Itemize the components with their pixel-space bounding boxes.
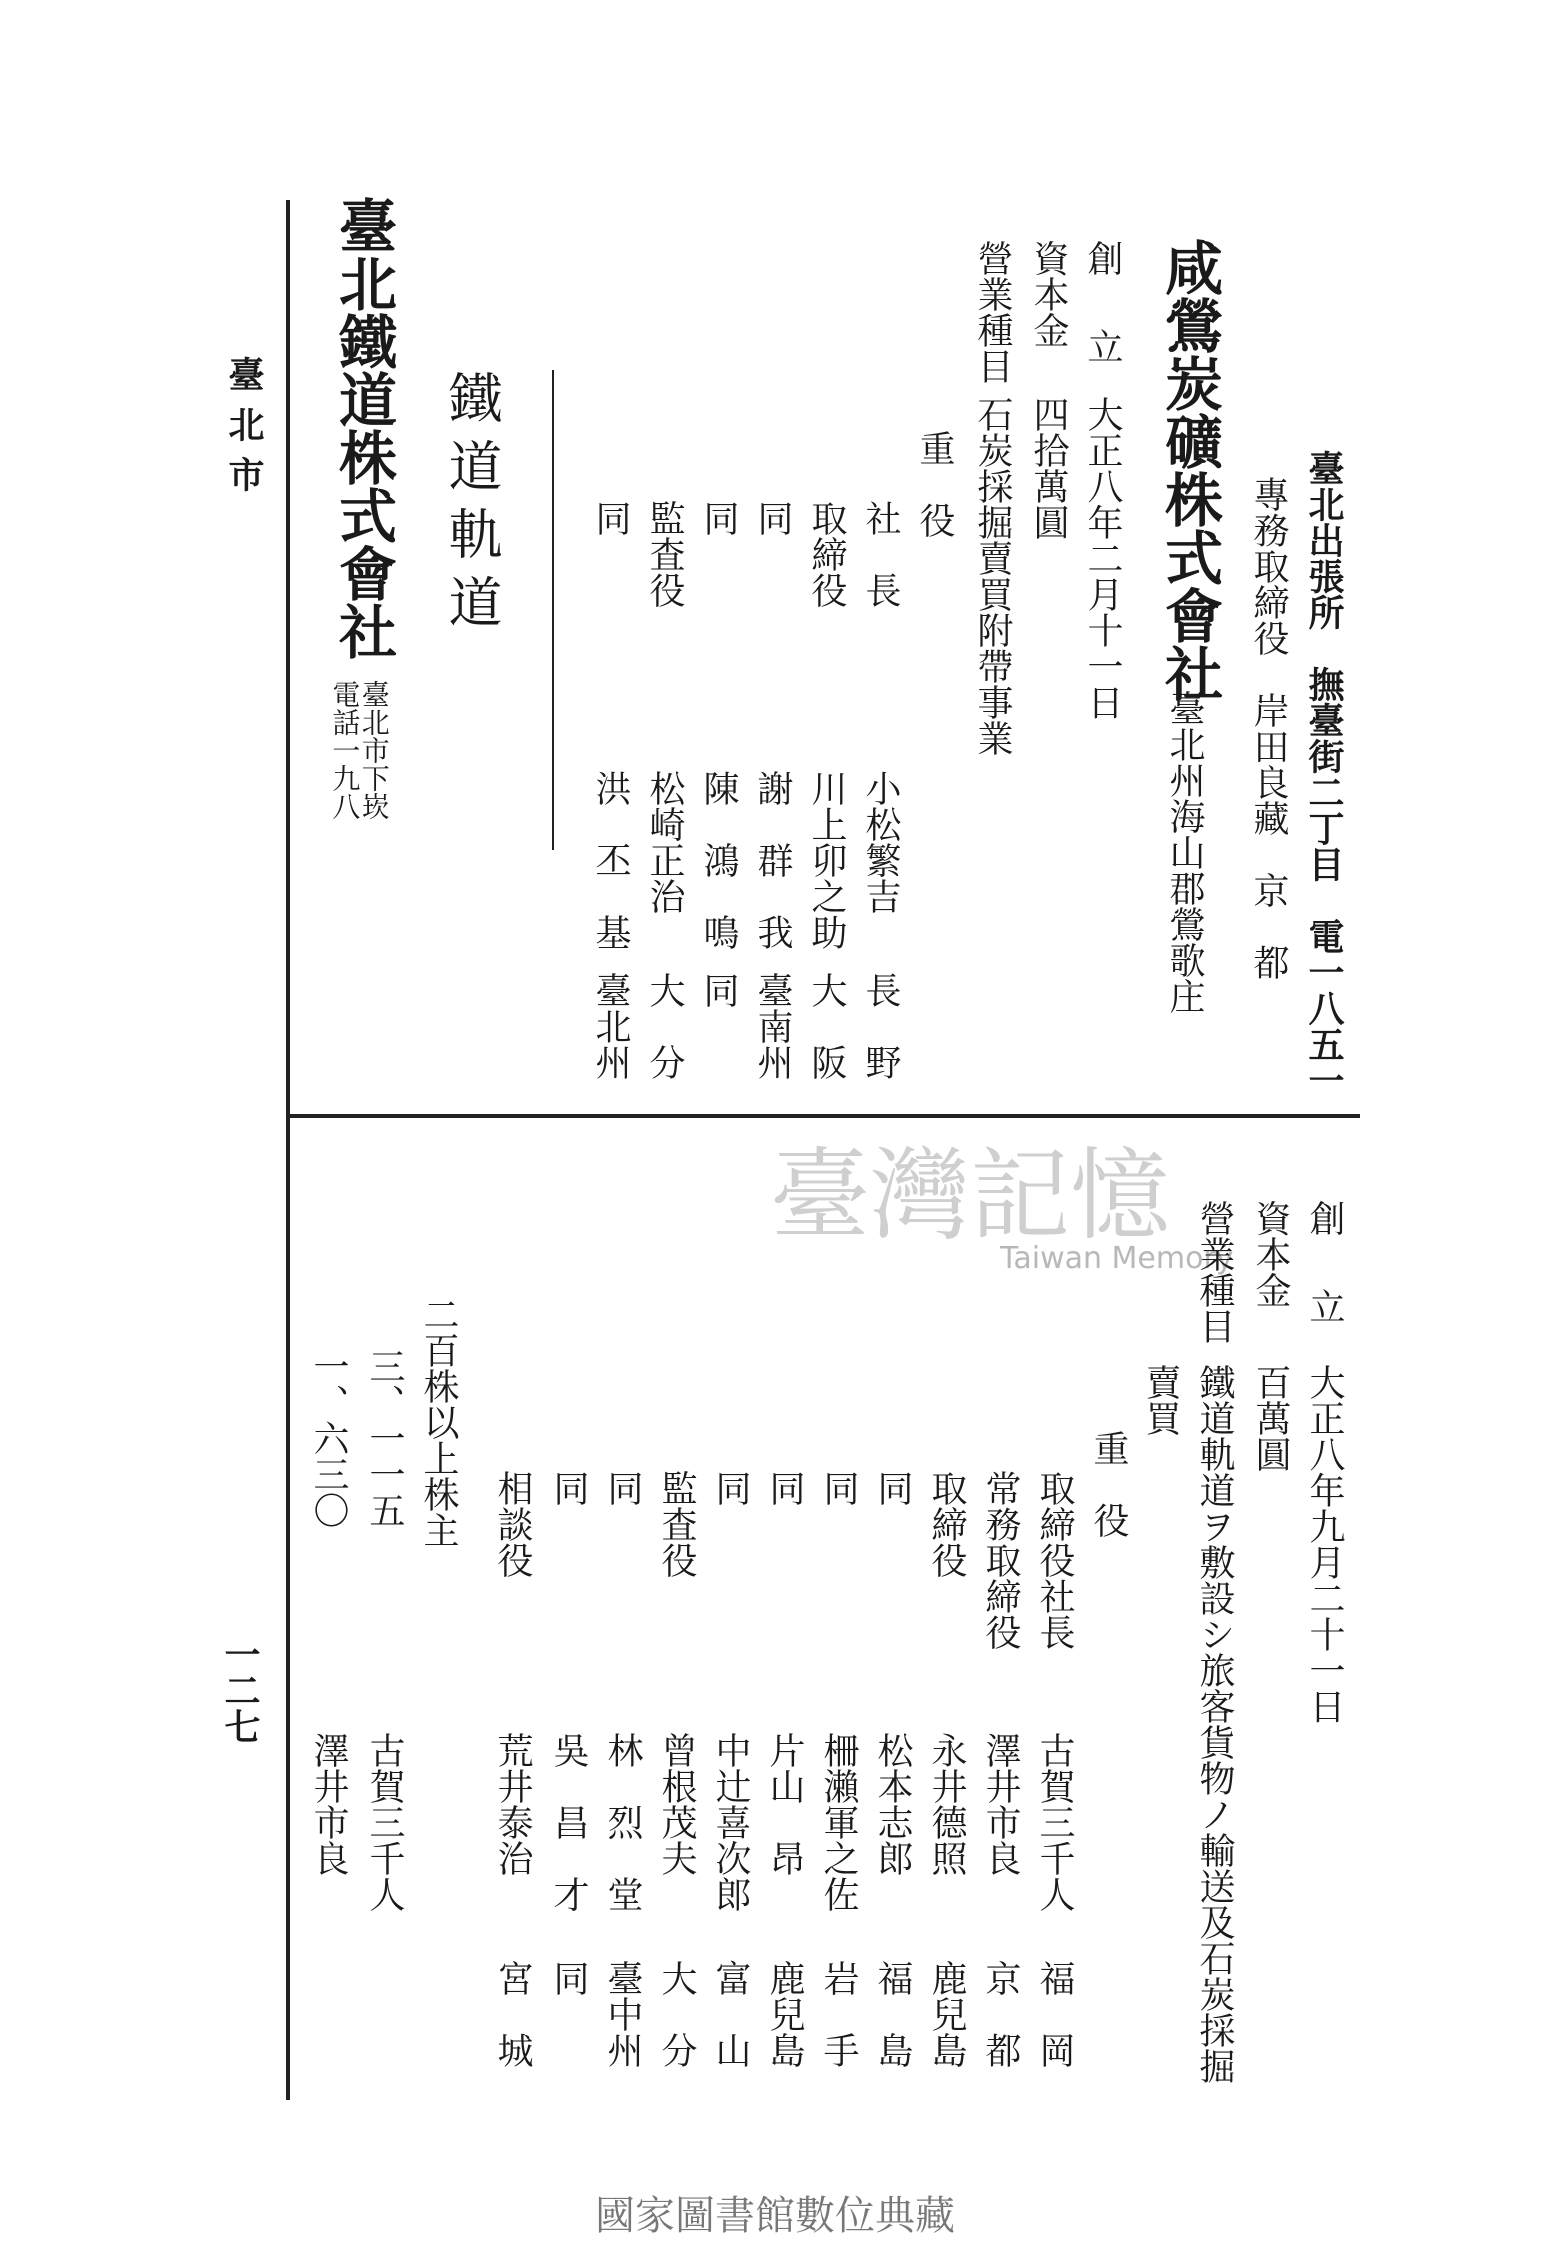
c2-officer-role: 取締役 (926, 1470, 967, 1578)
shareholder-name: 古賀三千人 (364, 1732, 405, 1912)
c1-officer-name: 陳 鴻 鳴 (698, 770, 739, 950)
section-side-rule (552, 370, 554, 850)
c1-officer-role: 取締役 (806, 500, 847, 608)
c2-officer-name: 吳 昌 才 (548, 1732, 589, 1912)
c2-officer-place: 富 山 (710, 1960, 751, 2068)
c2-officers-label: 重 役 (1088, 1430, 1129, 1538)
c1-business-label: 營業種目 (972, 240, 1013, 384)
c1-officer-name: 謝 群 我 (752, 770, 793, 950)
c2-capital-label: 資本金 (1250, 1200, 1291, 1308)
shareholder-shares: 一、六三〇 (308, 1348, 349, 1528)
c2-business-label: 營業種目 (1194, 1200, 1235, 1344)
c2-business-value: 鐵道軌道ヲ敷設シ旅客貨物ノ輸送及石炭採掘 (1194, 1364, 1235, 2084)
c2-officer-role: 同 (548, 1470, 589, 1506)
c1-officers-label: 重 役 (914, 430, 955, 538)
shareholders-label: 二百株以上株主 (418, 1296, 459, 1548)
c1-officer-role: 同 (698, 500, 739, 536)
horizontal-rule (290, 1114, 1360, 1118)
c2-officer-name: 片山 昂 (764, 1732, 805, 1876)
c2-officer-name: 林 烈 堂 (602, 1732, 643, 1912)
c2-officer-name: 澤井市良 (980, 1732, 1021, 1876)
c2-officer-name: 松本志郎 (872, 1732, 913, 1876)
company2-name: 臺北鐵道株式會社 (329, 196, 397, 660)
watermark-logo (770, 1130, 1250, 1280)
c1-officer-place: 臺南州 (752, 972, 793, 1080)
c2-officer-place: 同 (548, 1960, 589, 1996)
c1-capital-value: 四拾萬圓 (1028, 396, 1069, 540)
c1-officer-name: 松崎正治 (644, 770, 685, 914)
c2-business-value-cont: 賣買 (1140, 1364, 1181, 1436)
c2-officer-place: 宮 城 (492, 1960, 533, 2068)
c2-officer-name: 曾根茂夫 (656, 1732, 697, 1876)
c1-officer-place: 大 阪 (806, 972, 847, 1080)
c2-officer-place: 福 島 (872, 1960, 913, 2068)
running-head: 臺北市 (223, 356, 265, 506)
watermark-sub: Taiwan Memory (1000, 1241, 1234, 1276)
c2-officer-name: 柵瀨軍之佐 (818, 1732, 859, 1912)
company2-phone: 電話一九八 (328, 680, 362, 820)
section-title: 鐵道軌道 (440, 370, 503, 642)
c1-founded-label: 創 立 (1082, 240, 1123, 372)
c1-officer-role: 同 (590, 500, 631, 536)
c2-founded-value: 大正八年九月二十一日 (1304, 1364, 1345, 1724)
director-line: 專務取締役 岸田良藏 京 都 (1248, 476, 1289, 980)
c2-officer-name: 中辻喜次郎 (710, 1732, 751, 1912)
c2-officer-place: 大 分 (656, 1960, 697, 2068)
watermark-main: 臺灣記憶 (770, 1137, 1170, 1254)
c2-capital-value: 百萬圓 (1250, 1364, 1291, 1472)
company1-name: 咸鶯炭礦株式會社 (1155, 238, 1223, 702)
vertical-rule (286, 200, 290, 2100)
c2-officer-role: 監査役 (656, 1470, 697, 1578)
c2-officer-role: 常務取締役 (980, 1470, 1021, 1650)
c2-officer-role: 同 (710, 1470, 751, 1506)
c2-officer-name: 荒井泰治 (492, 1732, 533, 1876)
c2-officer-name: 古賀三千人 (1034, 1732, 1075, 1912)
c1-capital-label: 資本金 (1028, 240, 1069, 348)
c1-officer-place: 長 野 (860, 972, 901, 1080)
c2-officer-place: 鹿兒島 (926, 1960, 967, 2068)
c2-officer-place: 福 岡 (1034, 1960, 1075, 2068)
c2-officer-role: 相談役 (492, 1470, 533, 1578)
c1-officer-name: 洪 丕 基 (590, 770, 631, 950)
c1-officer-place: 同 (698, 972, 739, 1008)
c2-officer-role: 同 (764, 1470, 805, 1506)
company2-address-block (330, 680, 389, 820)
c1-officer-name: 川上卯之助 (806, 770, 847, 950)
company2-address: 臺北市下崁 (357, 680, 391, 820)
archive-footer: 國家圖書館數位典藏 (595, 2193, 955, 2239)
c2-officer-name: 永井德照 (926, 1732, 967, 1876)
c2-officer-role: 同 (872, 1470, 913, 1506)
branch-line: 臺北出張所 撫臺街二丁目 電一八五一 (1303, 450, 1345, 1098)
c2-officer-place: 京 都 (980, 1960, 1021, 2068)
c1-officer-role: 同 (752, 500, 793, 536)
c1-business-value: 石炭採掘賣買附帶事業 (972, 396, 1013, 756)
c1-founded-value: 大正八年二月十一日 (1082, 396, 1123, 720)
c1-officer-name: 小松繁吉 (860, 770, 901, 914)
shareholder-name: 澤井市良 (308, 1732, 349, 1876)
c2-officer-place: 臺中州 (602, 1960, 643, 2068)
c2-founded-label: 創 立 (1304, 1200, 1345, 1332)
page-number: 一二七 (219, 1636, 261, 1744)
c2-officer-role: 同 (602, 1470, 643, 1506)
c2-officer-role: 同 (818, 1470, 859, 1506)
c1-officer-role: 社 長 (860, 500, 901, 608)
c1-officer-place: 臺北州 (590, 972, 631, 1080)
c2-officer-role: 取締役社長 (1034, 1470, 1075, 1650)
c1-officer-place: 大 分 (644, 972, 685, 1080)
shareholder-shares: 三、一一五 (364, 1348, 405, 1528)
c2-officer-place: 鹿兒島 (764, 1960, 805, 2068)
c1-officer-role: 監査役 (644, 500, 685, 608)
c2-officer-place: 岩 手 (818, 1960, 859, 2068)
company1-address: 臺北州海山郡鶯歌庄 (1164, 690, 1205, 1014)
